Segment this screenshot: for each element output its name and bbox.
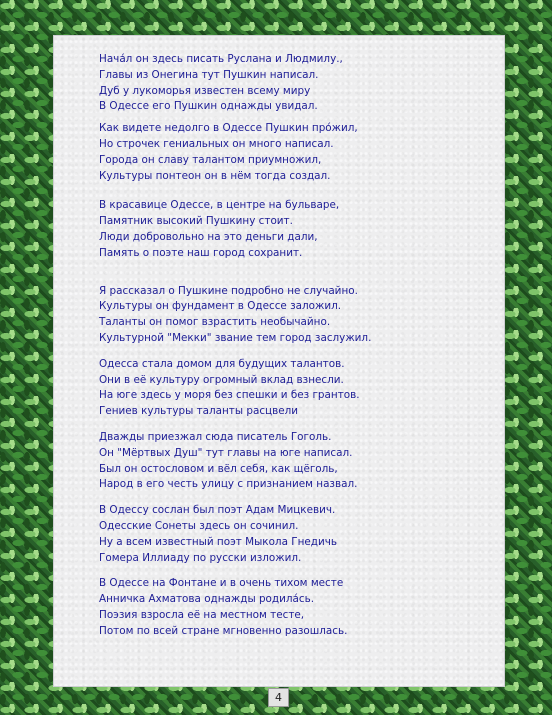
poem-line: Культуры понтеон он в нём тогда создал. [99, 169, 331, 182]
poem-line: Главы из Онегина тут Пушкин написал. [99, 68, 319, 81]
poem-line: Анничка Ахматова однажды родила́сь. [99, 593, 314, 606]
poem-line: На юге здесь у моря без спешки и без грантов. [99, 389, 360, 402]
poem-line: Нача́л он здесь писать Руслана и Людмилу., [99, 53, 343, 65]
poem-line: Одесские Сонеты здесь он сочинил. [99, 519, 299, 532]
poem-line: Памятник высокий Пушкину стоит. [99, 215, 293, 228]
poem-line: Культуры он фундамент в Одессе заложил. [99, 300, 342, 313]
poem-line: Потом по всей стране мгновенно разошлась. [99, 624, 348, 637]
poem-line: Народ в его честь улицу с признанием назвал. [99, 478, 358, 491]
poem-line: Дважды приезжал сюда писатель Гоголь. [99, 430, 332, 443]
poem-line: Но строчек гениальных он много написал. [99, 137, 334, 150]
poem-line: Города он славу талантом приумножил, [99, 153, 322, 166]
poem-line: Поэзия взросла её на местном тесте, [99, 608, 305, 621]
page-number: 4 [268, 688, 289, 707]
stanza-4 [99, 284, 439, 347]
poem-line: Гомера Иллиаду по русски изложил. [99, 551, 302, 564]
stanza-5 [99, 357, 439, 420]
poem-line: В Одессе его Пушкин однажды увидал. [99, 100, 318, 113]
poem-line: Культурной "Мекки" звание тем город заслужил. [99, 331, 372, 344]
stanza-7 [99, 503, 439, 566]
stanza-1 [99, 52, 439, 115]
poem-line: В красавице Одессе, в центре на бульваре, [99, 199, 340, 212]
poem-line: Он "Мёртвых Душ" тут главы на юге написал. [99, 446, 353, 459]
poem-text [99, 52, 439, 640]
stanza-8 [99, 576, 439, 639]
poem-line: Как видете недолго в Одессе Пушкин про́жил, [99, 122, 358, 135]
stanza-6 [99, 430, 439, 493]
poem-line: В Одессу сослан был поэт Адам Мицкевич. [99, 504, 336, 517]
stanza-2 [99, 121, 439, 184]
poem-line: Они в её культуру огромный вклад взнесли. [99, 373, 344, 386]
poem-line: Ну а всем известный поэт Мыкола Гнедичь [99, 535, 337, 548]
stanza-3 [99, 198, 439, 261]
poem-line: Люди добровольно на это деньги дали, [99, 230, 318, 243]
poem-line: Таланты он помог взрастить необычайно. [99, 316, 331, 329]
poem-line: Дуб у лукоморья известен всему миру [99, 84, 311, 97]
poem-line: Одесса стала домом для будущих талантов. [99, 357, 345, 370]
poem-line: Гениев культуры таланты расцвели [99, 405, 299, 418]
poem-line: В Одессе на Фонтане и в очень тихом месте [99, 577, 344, 590]
poem-line: Память о поэте наш город сохранит. [99, 246, 303, 259]
poem-line: Я рассказал о Пушкине подробно не случайно. [99, 284, 358, 297]
poem-line: Был он остословом и вёл себя, как щёголь, [99, 462, 338, 475]
